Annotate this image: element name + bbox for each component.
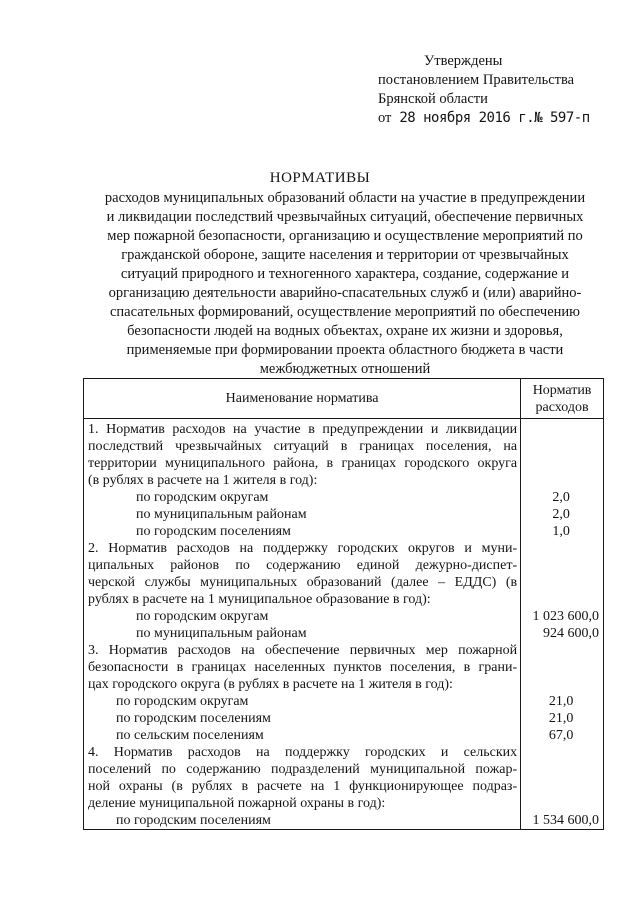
header-value-line1: Норматив [532, 382, 592, 398]
subtitle-line: ситуаций природного и техногенного характера, создание, содержание и [120, 266, 570, 282]
norm-item-value: 2,0 [552, 490, 570, 505]
approval-region: Брянской области [378, 91, 488, 107]
norm-value-blank [523, 591, 599, 608]
norm-section-text: последствий чрезвычайных ситуаций в границах поселения, на [88, 439, 518, 454]
subtitle-line: гражданской обороне, защите населения и территории от чрезвычайных [121, 247, 569, 263]
norm-section-text: безопасности в границах населенных пунктов поселения, в грани- [88, 660, 518, 675]
norm-value-blank [523, 540, 599, 557]
header-name: Наименование норматива [225, 391, 379, 406]
norm-item-value: 1 023 600,0 [532, 609, 599, 624]
norm-section-text: рублях в расчете на 1 муниципальное образование в год): [88, 592, 431, 607]
norm-value-blank [523, 642, 599, 659]
norm-section-text: 1. Норматив расходов на участие в предупреждении и ликвидации [88, 422, 518, 437]
norm-section-text: (в рублях в расчете на 1 жителя в год): [88, 473, 318, 488]
subtitle-line: организацию деятельности аварийно-спасательных служб и (или) аварийно- [108, 285, 582, 301]
subtitle-line: применяемые при формировании проекта областного бюджета в части [126, 342, 564, 358]
subtitle-line: спасательных формирований, осуществление мероприятий по обеспечению [109, 304, 581, 320]
approval-block [378, 52, 590, 128]
norm-value-blank [523, 761, 599, 778]
norm-item-value: 1,0 [552, 524, 570, 539]
names-cell [84, 419, 521, 830]
approval-heading: Утверждены [424, 53, 503, 69]
table-header-row [84, 379, 604, 419]
approval-date [378, 109, 590, 128]
norm-value-blank [523, 795, 599, 812]
norm-value-blank [523, 557, 599, 574]
norm-item-label: по муниципальным районам [136, 626, 307, 641]
subtitle-line: межбюджетных отношений [259, 361, 431, 377]
norm-section-text: 3. Норматив расходов на обеспечение первичных мер пожарной [88, 643, 518, 658]
approval-resolution: постановлением Правительства [378, 72, 575, 88]
norm-value-blank [523, 421, 599, 438]
document-subtitle [88, 189, 602, 379]
values-cell [521, 419, 604, 830]
approval-date-text: 28 ноября 2016 г.№ 597-п [399, 110, 590, 126]
norm-item-value: 2,0 [552, 507, 570, 522]
norm-item-value: 21,0 [548, 711, 574, 726]
norm-value-blank [523, 472, 599, 489]
norm-item-label: по городским поселениям [116, 813, 271, 828]
subtitle-line: расходов муниципальных образований области на участие в предупреждении [104, 190, 586, 206]
norm-item-label: по городским поселениям [116, 711, 271, 726]
table-body-row [84, 419, 604, 830]
header-value-line2: расходов [535, 399, 589, 415]
norm-item-label: по городским округам [136, 490, 269, 505]
norm-item-value: 924 600,0 [543, 626, 599, 641]
norm-value-blank [523, 676, 599, 693]
norm-value-blank [523, 574, 599, 591]
norm-section-text: ной охраны (в рублях в расчете на 1 функционирующее подраз- [88, 779, 518, 794]
subtitle-line: мер пожарной безопасности, организацию и осуществление мероприятий по [107, 228, 583, 244]
subtitle-line: безопасности людей на водных объектах, охране их жизни и здоровья, [127, 323, 563, 339]
norm-section-text: поселений по содержанию подразделений муниципальной пожар- [88, 762, 518, 777]
norm-value-blank [523, 744, 599, 761]
norm-value-blank [523, 778, 599, 795]
approval-date-prefix: от [378, 110, 392, 126]
subtitle-line: и ликвидации последствий чрезвычайных ситуаций, обеспечение первичных [106, 209, 584, 225]
norm-item-label: по городским округам [116, 694, 249, 709]
norm-section-text: территории муниципального района, в границах городского округа [88, 456, 518, 471]
norm-item-label: по городским поселениям [136, 524, 291, 539]
norm-value-blank [523, 438, 599, 455]
header-value-cell [521, 379, 604, 419]
document-title: НОРМАТИВЫ [269, 170, 371, 186]
norm-section-text: 2. Норматив расходов на поддержку городских округов и муни- [88, 541, 518, 556]
header-name-cell [84, 379, 521, 419]
norm-section-text: цах городского округа (в рублях в расчете на 1 жителя в год): [88, 677, 453, 692]
norm-item-label: по городским округам [136, 609, 269, 624]
norm-section-text: черской службы муниципальных образований (далее – ЕДДС) (в [88, 575, 518, 590]
norm-section-text: 4. Норматив расходов на поддержку городских и сельских [88, 745, 518, 760]
norm-value-blank [523, 455, 599, 472]
norm-item-value: 1 534 600,0 [532, 813, 599, 828]
normatives-table [83, 378, 604, 830]
norm-section-text: ципальных районов по содержанию единой дежурно-диспет- [88, 558, 518, 573]
norm-item-label: по сельским поселениям [116, 728, 264, 743]
norm-section-text: деление муниципальной пожарной охраны в год): [88, 796, 386, 811]
norm-item-value: 21,0 [548, 694, 574, 709]
norm-value-blank [523, 659, 599, 676]
norm-item-value: 67,0 [548, 728, 574, 743]
norm-item-label: по муниципальным районам [136, 507, 307, 522]
